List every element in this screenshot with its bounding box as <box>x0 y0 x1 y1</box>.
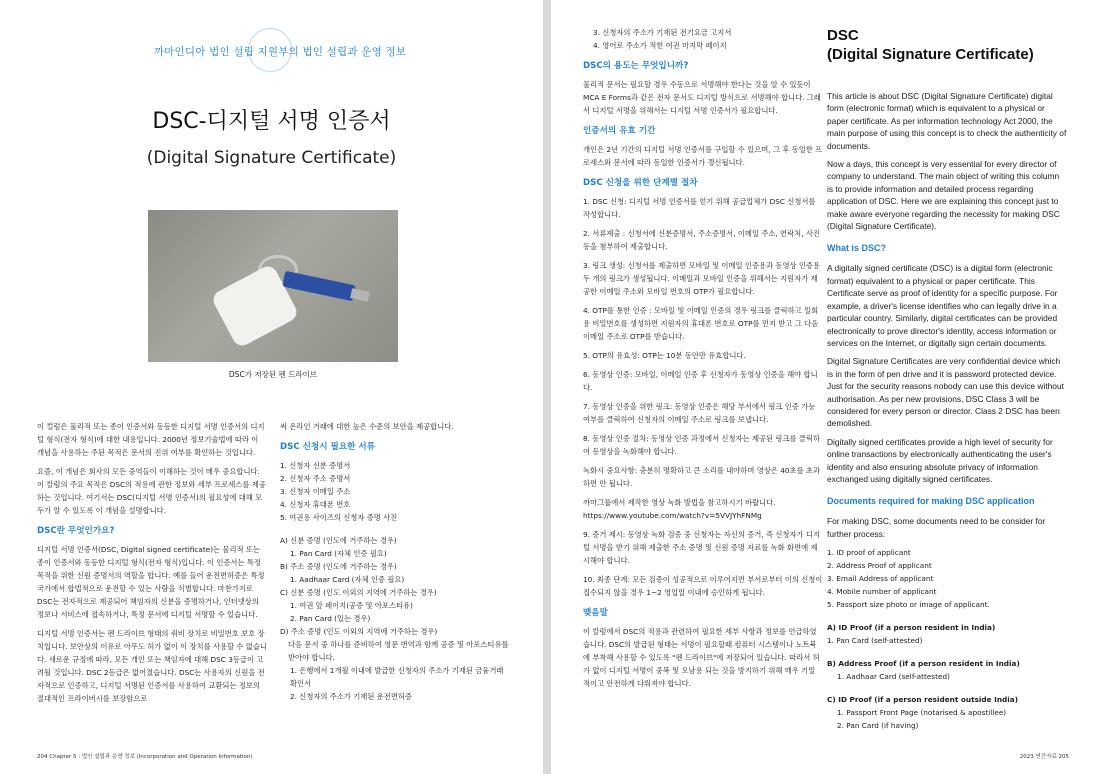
paragraph: 9. 증거 제시: 동영상 녹화 검증 중 신청자는 자신의 증거, 즉 신청자가 디지털 서명을 받기 위해 제출한 주소 증명 및 신원 증명 자료를 녹화 화면에 제시해야 합니다. <box>583 530 820 565</box>
list-item: A) 신분 증명 (인도에 거주하는 경우) <box>280 536 397 545</box>
section-heading: 인증서의 유효 기간 <box>583 126 656 136</box>
paragraph: 이 컬럼은 물리적 또는 종이 인증서와 동등한 디지털 서명 인증서의 디지털 형식(전자 형식)에 대한 내용입니다. 2000년 정보기술법에 따라 이 개념을 사용하는 주된 목적은 문서의 진위 여부를 확인하는 것입니다. <box>37 422 265 457</box>
list-item: 3. Email Address of applicant <box>827 574 934 584</box>
list-item: C) 신분 증명 (인도 이외의 지역에 거주하는 경우) <box>280 588 437 597</box>
left-column-1 <box>37 420 267 711</box>
sub-list-item: 4. 영어로 주소가 적힌 여권 마지막 페이지 <box>593 41 727 50</box>
usb-drive-shape <box>282 271 356 302</box>
sub-list-item: 2. 신청자의 주소가 기재된 운전면허증 <box>290 692 412 701</box>
section-heading: DSC 신청을 위한 단계별 절차 <box>583 178 698 188</box>
list-item: 5. 여권용 사이즈의 신청자 증명 사진 <box>280 513 398 522</box>
paragraph: For making DSC, some documents need to be consider for further process: <box>827 516 1046 539</box>
paragraph: 디지털 서명 인증서(DSC, Digital signed certificate)는 물리적 또는 종이 인증서와 동등한 디지털 형식(전자 형식)입니다. 이 인증서는 특정 목적을 위한 신원 증명서의 역할을 합니다. 예를 들어 운전면허증은 특정 국가에서 합법적으로 운전할 수 있는 사람을 식별합니다. 마찬가지로 DSC는 전자적으로 제공되어 책임자의 신분을 증명하거나, 인터넷상의 정보나 서비스에 접속하거나, 특정 문서에 디지털 서명할 수 있습니다. <box>37 545 265 619</box>
list-item: B) 주소 증명 (인도에 거주하는 경우) <box>280 562 397 571</box>
paragraph: A digitally signed certificate (DSC) is a digital form (electronic format) equivalent to a physical or paper certificate. This Certificate serve as proof of identity for a specific purpose. For example, a driver's license identifies who can legally drive in a particular country. Similarly, digital certificates can be provided electronically to prove director's identity, access information or services on the Internet, or digitally sign certain documents. <box>827 263 1058 348</box>
sub-list-item: 1. Pan Card (자체 인증 필요) <box>290 549 387 558</box>
list-item: 2. Address Proof of applicant <box>827 561 932 571</box>
section-heading: Documents required for making DSC application <box>827 496 1035 507</box>
paragraph: 2. 서류제출 : 신청서에 신분증명서, 주소증명서, 이메일 주소, 연락처, 사진 등을 첨부하여 제출합니다. <box>583 229 820 251</box>
pen-drive-photo <box>148 210 398 362</box>
section-heading: What is DSC? <box>827 243 887 254</box>
section-header-pill <box>130 28 430 74</box>
list-item: 3. 신청자 이메일 주소 <box>280 487 351 496</box>
photo-caption: DSC가 저장된 펜 드라이브 <box>228 370 318 379</box>
sub-list-item: 1. Aadhaar Card (자체 인증 필요) <box>290 575 405 584</box>
left-page <box>0 0 543 774</box>
paragraph: 녹화시 중요사항: 충분히 명확하고 큰 소리를 내야하며 영상은 40초를 초과하면 안 됩니다. <box>583 466 821 488</box>
sub-list-item: 1. 여권 앞 페이지(공증 및 아포스티유) <box>290 601 413 610</box>
page-title-english: (Digital Signature Certificate) <box>146 148 397 168</box>
list-item: 1. ID proof of applicant <box>827 548 911 558</box>
paragraph: 이 칼럼에서 DSC의 적용과 관련하여 필요한 세부 사항과 정보를 언급하였습니다. DSC의 발급된 형태는 서명이 필요할때 컴퓨터 시스템이나 노트북에 부착해 사용할 수 있도록 "펜 드라이브"에 저장되어 있습니다. 따라서 허가 없이 디지털 서명이 중복 및 오남용 되는 것을 방지하기 위해 매우 기밀 적이고 안전하게 다뤄져야 합니다. <box>583 627 820 688</box>
list-item: 1. 신청자 신분 증명서 <box>280 461 351 470</box>
list-item: 4. Mobile number of applicant <box>827 587 937 597</box>
paragraph: 디지털 서명 인증서는 펜 드라이브 형태의 쿼비 장치로 비밀번호 보호 장치입니다. 보안상의 이유로 아무도 허가 없이 이 장치를 사용할 수 없습니다. 새로운 규정에 따라, 모든 개인 또는 책임자에 대해 DSC 3등급이 고려될 것입니다. DSC 2등급은 없어졌습니다. DSC는 사용자의 신원을 전자적으로 인증하고, 디지털 서명된 인증서를 사용하여 교환되는 정보의 절대적인 프라이버시를 보장함으로 <box>37 629 267 703</box>
usb-plug-shape <box>350 288 370 302</box>
sub-list-item: 1. Passport Front Page (notarised & apostillee) <box>837 708 1007 718</box>
paragraph: 요즘, 이 개념은 회사의 모든 중역들이 이해하는 것이 매우 중요합니다. 이 칼럼의 주요 목적은 DSC의 적용에 관한 정보와 세부 프로세스를 제공하는 것입니다. 여기서는 DSC(디지털 서명 인증서)의 필요성에 대해 모두가 알 수 있도록 이 개념을 설명합니다. <box>37 467 266 515</box>
paragraph: 4. OTP를 통한 인증 : 모바일 및 이메일 인증의 경우 링크를 클릭하고 일회용 비밀번호를 생성하면 지원자의 휴대폰 번호로 OTP를 먼저 받고 그 다음 이메일 주소로 OTP를 받습니다. <box>583 306 819 341</box>
paragraph: 3. 링크 생성: 신청서를 제출하면 모바일 및 이메일 인증용과 동영상 인증용 두 개의 링크가 생성됩니다. 이메일과 모바일 인증을 위해서는 지원자가 제공한 이메일 주소와 모바일 번호의 OTP가 필요합니다. <box>583 261 821 296</box>
sub-list-item: 3. 신청자의 주소가 기재된 전기요금 고지서 <box>593 28 732 37</box>
sub-list-item: 1. 은행에서 1개월 이내에 발급한 신청자의 주소가 기재된 금융거래확인서 <box>290 666 504 688</box>
bold-list-heading: C) ID Proof (if a person resident outside India) <box>827 695 1019 705</box>
paragraph: 물리적 문서는 필요할 경우 수동으로 서명해야 한다는 것을 알 수 있듯이 MCA E Forms과 같은 전자 문서도 디지털 방식으로 서명해야 합니다. 그래서 디지털 서명을 위해서는 디지털 서명 인증서가 필요합니다. <box>583 80 821 115</box>
bold-list-heading: B) Address Proof (if a person resident in India) <box>827 659 1020 669</box>
right-column-korean <box>583 26 823 696</box>
section-heading: DSC 신청시 필요한 서류 <box>280 442 376 452</box>
section-heading: DSC란 무엇인가요? <box>37 526 115 536</box>
english-section-title: DSC (Digital Signature Certificate) <box>827 27 1034 63</box>
list-item: 5. Passport size photo or image of applicant. <box>827 600 990 610</box>
paragraph: 1. DSC 신청: 디지털 서명 인증서를 얻기 위해 공급업체가 DSC 신청서를 작성합니다. <box>583 197 816 219</box>
paragraph: 10. 최종 단계: 모든 검증이 성공적으로 이루어지면 부서로부터 이의 신청이 접수되지 않을 경우 1~2 영업일 이내에 승인하게 됩니다. <box>583 575 823 597</box>
list-item: 2. 신청자 주소 증명서 <box>280 474 351 483</box>
spacer <box>280 524 510 534</box>
right-column-english <box>827 26 1067 732</box>
paragraph: 5. OTP의 유효성: OTP는 10분 동안만 유효합니다. <box>583 351 746 360</box>
page-footer-right: 2023 연간자료 205 <box>1019 754 1069 760</box>
paragraph: Digitally signed certificates provide a high level of security for online transactions by electronically authenticating the user's identity and also ensuring absolute privacy of information exchanged using digitally signed certificates. <box>827 436 1053 484</box>
list-item: 4. 신청자 휴대폰 번호 <box>280 500 351 509</box>
paragraph: 써 온라인 거래에 대한 높은 수준의 보안을 제공합니다. <box>280 422 454 431</box>
paragraph: This article is about DSC (Digital Signature Certificate) digital form (electronic format) which is equivalent to a physical or paper certificate. As per information technology Act 2000, the main purpose of using this concept is to check the authenticity of documents. <box>827 91 1067 151</box>
paragraph: 개인은 2년 기간의 디지털 서명 인증서를 구입할 수 있으며, 그 후 동일한 프로세스와 문서에 따라 동일한 인증서가 갱신됩니다. <box>583 145 823 167</box>
page-footer-left: 204 Chapter 5 : 법인 설립과 운영 정보 (Incorporation and Operation Information) <box>37 754 253 760</box>
page-title-korean: DSC-디지털 서명 인증서 <box>152 109 391 134</box>
section-heading: DSC의 용도는 무엇입니까? <box>583 61 689 71</box>
list-item: D) 주소 증명 (인도 이외의 지역에 거주하는 경우) <box>280 627 438 636</box>
paragraph: 까마그룹에서 제작한 영상 녹화 방법을 참고하시기 바랍니다. https://www.youtube.com/watch?v=5VVJYhFNMg <box>583 498 776 520</box>
indented-text: 다음 문서 중 하나를 준비하여 영문 번역과 함께 공증 및 아포스티유를 받아야 합니다. <box>288 640 509 662</box>
paragraph: 7. 동영상 인증을 위한 링크: 동영상 인증은 해당 부서에서 링크 인증 가능 여부를 클릭하여 신청자의 이메일 주소로 링크를 보냅니다. <box>583 402 816 424</box>
paragraph: 6. 동영상 인증: 모바일, 이메일 인증 후 신청자가 동영상 인증을 해야 합니다. <box>583 370 818 392</box>
paragraph: 8. 동영상 인증 절차: 동영상 인증 과정에서 신청자는 제공된 링크를 클릭하여 동영상을 녹화해야 합니다. <box>583 434 821 456</box>
section-heading: 맺음말 <box>583 608 608 618</box>
right-page <box>551 0 1095 774</box>
paragraph: Digital Signature Certificates are very confidential device which is in the form of pen drive and it is password protected device. Just for the security reasons nobody can use this device without authorisation. As per new provisions, DSC Class 3 will be considered for every person or director. Class 2 DSC has been demolished. <box>827 356 1064 429</box>
english-body <box>827 90 1067 732</box>
paragraph: Now a days, this concept is very essential for every director of company to understand. The main object of writing this column is to provide information and detailed process regarding application of DSC. Here we are explaining this concept just to make aware everyone regarding the necessity for making DSC (Digital Signature Certificate). <box>827 159 1060 232</box>
bold-list-heading: A) ID Proof (if a person resident in India) <box>827 623 996 633</box>
sub-list-item: 2. Pan Card (if having) <box>837 721 919 731</box>
section-header-text: 까마인디아 법인 설립 지원부의 법인 설립과 운영 정보 <box>153 46 407 58</box>
sub-list-item: 1. Aadhaar Card (self-attested) <box>837 672 950 682</box>
list-item: 1. Pan Card (self-attested) <box>827 636 923 646</box>
sub-list-item: 2. Pan Card (있는 경우) <box>290 614 371 623</box>
left-column-2 <box>280 420 510 703</box>
